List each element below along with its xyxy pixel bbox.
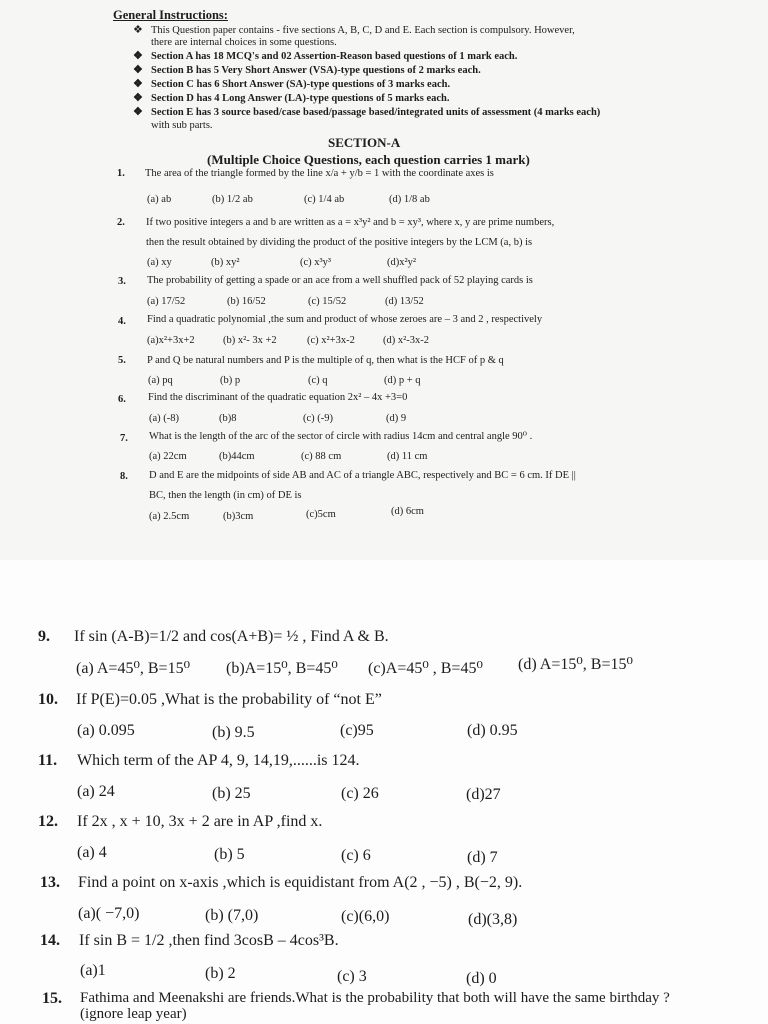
option: (c)A=45⁰ , B=45⁰ [368, 660, 483, 677]
option: (b) 2 [205, 965, 236, 982]
question-number: 9. [38, 628, 50, 645]
general-instructions-title: General Instructions: [113, 8, 228, 22]
option: (b) 25 [212, 785, 251, 802]
option: (c) 3 [337, 968, 367, 985]
question-number: 13. [40, 874, 60, 891]
question-text: The area of the triangle formed by the line x/a + y/b = 1 with the coordinate axes is [145, 168, 494, 179]
option: (b) 1/2 ab [212, 194, 253, 205]
option: (c)(6,0) [341, 908, 390, 925]
question-number: 8. [120, 471, 128, 482]
option: (a) 24 [77, 783, 115, 800]
option: (d) p + q [384, 375, 421, 386]
question-text: The probability of getting a spade or an ace from a well shuffled pack of 52 playing cards is [147, 275, 533, 286]
question-number: 15. [42, 990, 62, 1007]
question-text: Find the discriminant of the quadratic equation 2x² – 4x +3=0 [148, 392, 408, 403]
question-text: D and E are the midpoints of side AB and AC of a triangle ABC, respectively and BC = 6 cm. If DE || [149, 470, 576, 481]
question-number: 5. [118, 355, 126, 366]
option: (b) 5 [214, 846, 245, 863]
question-number: 2. [117, 217, 125, 228]
instruction-item: ❖ Section D has 4 Long Answer (LA)-type questions of 5 marks each. [133, 92, 450, 104]
option: (c) x³y³ [300, 257, 332, 268]
question-number: 14. [40, 932, 60, 949]
question-text: Find a quadratic polynomial ,the sum and product of whose zeroes are – 3 and 2 , respectively [147, 314, 543, 325]
question-number: 4. [118, 316, 126, 327]
option: (b)8 [219, 413, 237, 424]
option: (a) xy [147, 257, 172, 268]
question-text: If sin (A-B)=1/2 and cos(A+B)= ½ , Find A & B. [74, 628, 389, 645]
question-text: P and Q be natural numbers and P is the multiple of q, then what is the HCF of p & q [147, 355, 504, 366]
question-number: 10. [38, 691, 58, 708]
option: (c) (-9) [303, 413, 334, 424]
option: (c)5cm [306, 509, 336, 520]
option: (d)27 [466, 786, 501, 803]
option: (c) 88 cm [301, 451, 342, 462]
instruction-item: with sub parts. [151, 120, 213, 131]
option: (b) xy² [211, 257, 240, 268]
option: (c) 1/4 ab [304, 194, 345, 205]
instruction-item: ❖ Section E has 3 source based/case based/passage based/integrated units of assessment (4 marks each) [133, 106, 601, 118]
option: (d) 0.95 [467, 722, 518, 739]
question-text: What is the length of the arc of the sector of circle with radius 14cm and central angle 90⁰ . [149, 431, 533, 442]
section-subtitle: (Multiple Choice Questions, each question carries 1 mark) [207, 152, 530, 167]
option: (d) 9 [386, 413, 407, 424]
option: (b)3cm [223, 511, 254, 522]
instruction-item: ❖ Section B has 5 Very Short Answer (VSA)-type questions of 2 marks each. [133, 64, 481, 76]
question-text: If 2x , x + 10, 3x + 2 are in AP ,find x. [77, 813, 323, 830]
option: (d) 0 [466, 970, 497, 987]
option: (a)x²+3x+2 [147, 335, 195, 346]
option: (b) (7,0) [205, 907, 259, 924]
option: (a) pq [148, 375, 173, 386]
option: (b) 9.5 [212, 724, 255, 741]
option: (c) 6 [341, 847, 371, 864]
option: (a) 0.095 [77, 722, 135, 739]
question-text: BC, then the length (in cm) of DE is [149, 490, 302, 501]
option: (d)x²y² [387, 257, 417, 268]
option: (d) 1/8 ab [389, 194, 430, 205]
option: (a) ab [147, 194, 172, 205]
option: (a)( −7,0) [78, 905, 140, 922]
option: (c) x²+3x-2 [307, 335, 355, 346]
question-number: 6. [118, 394, 126, 405]
question-text: Find a point on x-axis ,which is equidistant from A(2 , −5) , B(−2, 9). [78, 874, 523, 891]
question-text: Which term of the AP 4, 9, 14,19,......is 124. [77, 752, 360, 769]
option: (b) p [220, 375, 241, 386]
question-number: 12. [38, 813, 58, 830]
option: (c) q [308, 375, 328, 386]
option: (d) 13/52 [385, 296, 424, 307]
instruction-item: ❖ Section A has 18 MCQ's and 02 Assertion-Reason based questions of 1 mark each. [133, 50, 518, 62]
question-number: 3. [118, 276, 126, 287]
option: (c) 26 [341, 785, 379, 802]
question-text: If two positive integers a and b are written as a = x³y² and b = xy³, where x, y are prime numbers, [146, 217, 555, 228]
option: (a) 22cm [149, 451, 187, 462]
option: (a) (-8) [149, 413, 180, 424]
option: (b)A=15⁰, B=45⁰ [226, 660, 338, 677]
instruction-item: ❖ Section C has 6 Short Answer (SA)-type questions of 3 marks each. [133, 78, 451, 90]
question-number: 11. [38, 752, 58, 769]
question-text: Fathima and Meenakshi are friends.What is the probability that both will have the same birthday ? [80, 990, 670, 1006]
instruction-item: there are internal choices in some questions. [151, 37, 337, 48]
option: (d) 6cm [391, 506, 424, 517]
option: (a) 4 [77, 844, 107, 861]
option: (a) A=45⁰, B=15⁰ [76, 660, 190, 677]
instruction-item: ❖ This Question paper contains - five sections A, B, C, D and E. Each section is compulsory. However, [133, 24, 575, 36]
question-text: (ignore leap year) [80, 1006, 187, 1022]
option: (c) 15/52 [308, 296, 347, 307]
option: (d) x²-3x-2 [383, 335, 430, 346]
question-text: If sin B = 1/2 ,then find 3cosB – 4cos³B. [79, 932, 339, 949]
option: (b) 16/52 [227, 296, 266, 307]
option: (c)95 [340, 722, 374, 739]
option: (a)1 [80, 962, 106, 979]
option: (d) 7 [467, 849, 498, 866]
option: (b)44cm [219, 451, 255, 462]
question-number: 1. [117, 168, 125, 179]
question-text: If P(E)=0.05 ,What is the probability of “not E” [76, 691, 382, 708]
option: (d)(3,8) [468, 911, 518, 928]
option: (b) x²- 3x +2 [223, 335, 277, 346]
option: (a) 17/52 [147, 296, 186, 307]
question-text: then the result obtained by dividing the product of the positive integers by the LCM (a, b) is [146, 237, 533, 248]
section-title: SECTION-A [328, 135, 401, 150]
question-number: 7. [120, 433, 128, 444]
option: (a) 2.5cm [149, 511, 190, 522]
option: (d) A=15⁰, B=15⁰ [518, 656, 633, 673]
option: (d) 11 cm [387, 451, 428, 462]
